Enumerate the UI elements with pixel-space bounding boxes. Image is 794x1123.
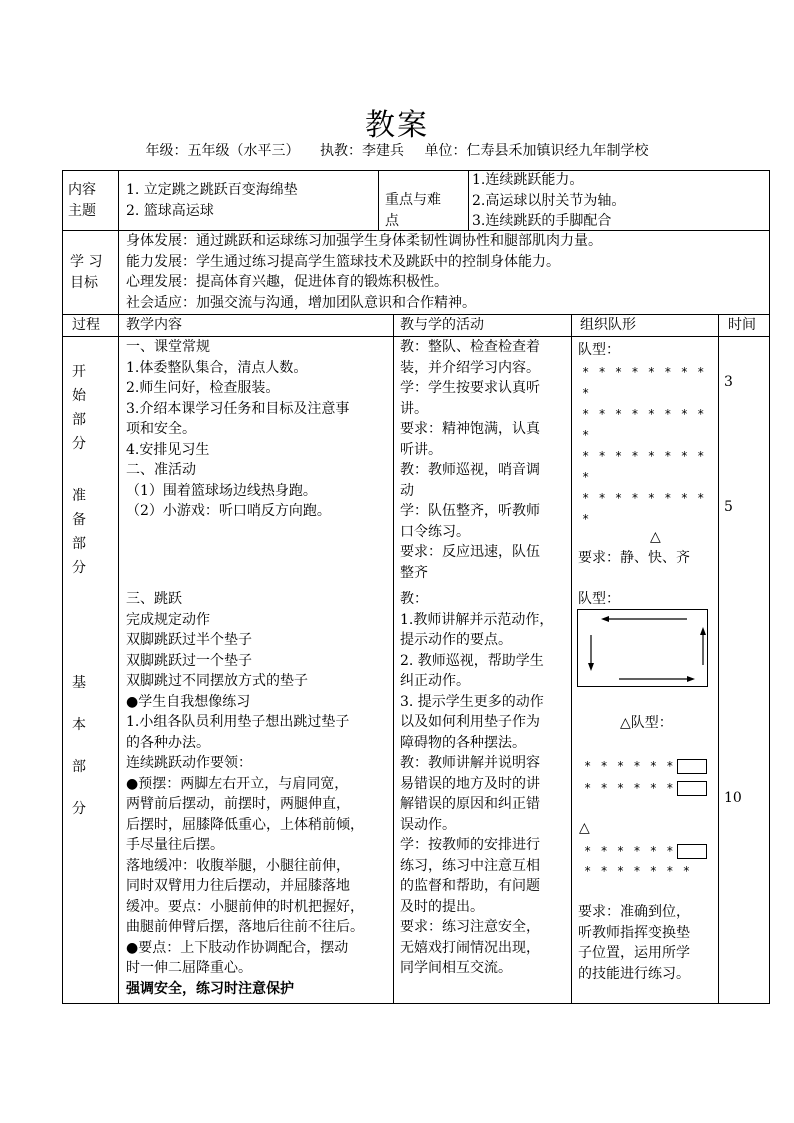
col-divider	[118, 314, 119, 1004]
goals-label: 学 习 目标	[70, 254, 103, 291]
formation-label-2: 队型：	[578, 591, 620, 607]
col-divider	[393, 314, 394, 1004]
mat-icon	[677, 844, 707, 859]
col-divider	[378, 170, 379, 230]
col-divider	[468, 170, 469, 230]
content-top: 一、课堂常规 1.体委整队集合，清点人数。 2.师生问好，检查服装。 3.介绍本课学习任务和目标及注意事 项和安全。 4.安排见习生 二、准活动 （1）围着篮球场边线热身跑。 （2）小游戏：听口哨反方向跑。	[126, 339, 350, 519]
time-prep: 5	[724, 499, 733, 515]
school-info: 单位：仁寿县禾加镇识经九年制学校	[424, 143, 649, 159]
col-header-activity: 教与学的活动	[400, 317, 484, 333]
teacher-mark-1: △	[650, 529, 661, 545]
goals-items: 身体发展：通过跳跃和运球练习加强学生身体柔韧性调协性和腿部肌肉力量。 能力发展：学生通过练习提高学生篮球技术及跳跃中的控制身体能力。 心理发展：提高体育兴趣，促进体育的锻炼积极性。 社会适应：加强交流与沟通，增加团队意识和合作精神。	[126, 233, 602, 311]
teacher-mark-2: △	[579, 820, 590, 836]
page-subtitle	[0, 140, 794, 160]
phase-main-2: 本	[72, 717, 86, 733]
focus-label: 重点与难 点	[385, 192, 441, 229]
grade-info: 年级：五年级（水平三）	[145, 143, 300, 159]
formation-stars-1: * * * * * * * * * * * * * * * * * * * * * * * * * * * * * * * * * * * *	[582, 365, 706, 526]
col-header-process: 过程	[72, 317, 100, 333]
mat-icon	[677, 759, 707, 774]
col-divider	[118, 170, 119, 314]
col-header-formation: 组织队形	[580, 317, 636, 333]
col-divider	[571, 314, 572, 1004]
phase-main-4: 分	[72, 801, 86, 817]
phase-main-3: 部	[72, 759, 86, 775]
teacher-info: 执教：李建兵	[320, 143, 404, 159]
content-main: 三、跳跃 完成规定动作 双脚跳跃过半个垫子 双脚跳跃过一个垫子 双脚跳过不同摆放方式的垫子 ●学生自我想像练习 1.小组各队员利用垫子想出跳过垫子 的各种办法。 连续跳跃动作要领： ●预摆：两脚左右开立，与肩同宽， 两臂前后摆动，前摆时，两腿伸直， 后摆时，屈膝降低重心，上体稍前倾， 手尽量往后摆。 落地缓冲：收腹举腿，小腿往前伸， 同时双臂用力往后摆动，并屈膝落地 缓冲。要点：小腿前伸的时机把握好， 曲腿前伸臂后摆，落地后往前不往后。 ●要点：上下肢动作协调配合，摆动 时一伸二屈降重心。 强调安全，练习时注意保护	[126, 589, 364, 999]
formation-label-3: △队型：	[620, 715, 673, 731]
page-title: 教案	[365, 108, 429, 143]
phase-prep: 准 备 部 分	[72, 488, 86, 576]
formation-row-1: * * * * * *	[584, 756, 707, 777]
col-header-time: 时间	[728, 317, 756, 333]
formation-row-3: * * * * * *	[584, 841, 707, 862]
mat-icon	[677, 781, 707, 796]
col-header-content: 教学内容	[126, 317, 182, 333]
phase-main-1: 基	[72, 675, 86, 691]
activity-top: 教：整队、检查检查着 装，并介绍学习内容。 学：学生按要求认真听 讲。 要求：精神饱满，认真 听讲。 教：教师巡视，哨音调 动 学：队伍整齐，听教师 口令练习。 要求：反应迅速，队伍 整齐	[400, 339, 540, 581]
time-start: 3	[724, 374, 733, 390]
focus-items: 1.连续跳跃能力。 2.高运球以肘关节为轴。 3.连续跳跃的手脚配合	[472, 172, 626, 229]
formation-req-2: 要求：准确到位， 听教师指挥变换垫 子位置，运用所学 的技能进行练习。	[578, 904, 690, 982]
col-divider	[718, 314, 719, 1004]
formation-req-1: 要求：静、快、齐	[578, 550, 690, 566]
activity-main: 教： 1.教师讲解并示范动作， 提示动作的要点。 2. 教师巡视，帮助学生 纠正动作。 3. 提示学生更多的动作 以及如何利用垫子作为 障碍物的各种摆法。 教：教师讲解并说明容 易错误的地方及时的讲 解错误的原因和纠正错 误动作。 学：按教师的安排进行 练习，练习中注意互相 的监督和帮助，有问题 及时的提出。 要求：练习注意安全， 无嬉戏打闹情况出现， 同学间相互交流。	[400, 591, 554, 976]
safety-note: 强调安全，练习时注意保护	[126, 980, 294, 997]
formation-label-1: 队型：	[578, 342, 620, 358]
formation-row-2: * * * * * *	[584, 778, 707, 799]
phase-start: 开 始 部 分	[72, 364, 86, 452]
content-label: 内容 主题	[68, 182, 96, 219]
running-route-diagram	[577, 609, 709, 687]
content-items: 1. 立定跳之跳跃百变海绵垫 2. 篮球高运球	[126, 182, 298, 219]
formation-row-4: * * * * * * *	[584, 864, 691, 878]
time-main: 10	[724, 790, 742, 806]
